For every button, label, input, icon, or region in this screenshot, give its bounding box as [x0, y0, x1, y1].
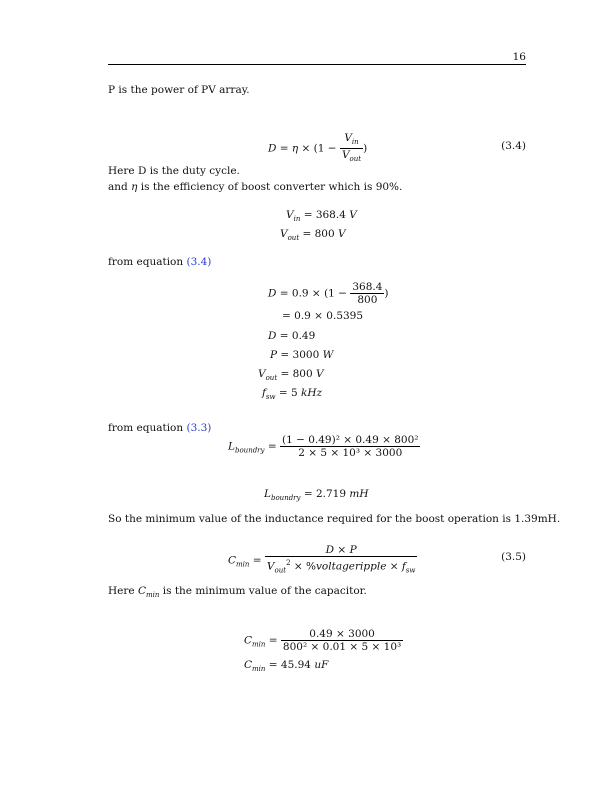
vout-equation: $V_{out} = 800$ V: [280, 228, 346, 243]
efficiency-sentence: and η is the efficiency of boost converter which is 90%.: [108, 181, 403, 193]
equation-number-3-5: (3.5): [501, 551, 526, 563]
vout-value: $V_{out} = 800$ V: [258, 368, 324, 383]
page-number: 16: [512, 51, 526, 63]
duty-sentence: Here D is the duty cycle.: [108, 165, 240, 177]
min-inductance-sentence: So the minimum value of the inductance required for the boost operation is 1.39mH.: [108, 513, 561, 525]
cmin-sentence: Here $C_{min}$ is the minimum value of the capacitor.: [108, 585, 367, 600]
duty-step-1: D = 0.9 × (1 − $\frac{368.4}{800}$ ): [268, 281, 389, 306]
switching-frequency: $f_{sw} = 5$ kHz: [262, 387, 323, 402]
inductance-boundary-result: $L_{boundry} = 2.719$ mH: [264, 488, 369, 503]
reference-link-3-4[interactable]: (3.4): [186, 256, 212, 268]
header-rule: [108, 64, 526, 65]
equation-3-4: D = η × (1 − $V_{in}$ $V_{out}$ ): [268, 132, 368, 164]
vin-equation: $V_{in} = 368.4$ V: [286, 209, 357, 224]
from-equation-3-3: from equation (3.3): [108, 422, 212, 434]
cmin-result: $C_{min} = 45.94$ uF: [244, 659, 329, 674]
reference-link-3-3[interactable]: (3.3): [186, 422, 212, 434]
from-equation-3-4: from equation (3.4): [108, 256, 212, 268]
power-value: P = 3000 W: [270, 349, 334, 361]
cmin-calculation: $C_{min}$ = $\frac{0.49 \times 3000}{\text{800² × 0.01 × 5 × 10³}}$: [244, 628, 402, 653]
duty-result: D = 0.49: [268, 330, 316, 342]
inductance-boundary-equation: $L_{boundry}$ = $\frac{\text{(1 − 0.49)² × 0.49 × 800²}}{\text{2 × 5 × 10³ × 3000}}$: [228, 434, 419, 459]
power-sentence: P is the power of PV array.: [108, 84, 250, 96]
equation-number-3-4: (3.4): [501, 140, 526, 152]
duty-step-2: = 0.9 × 0.5395: [282, 310, 364, 322]
equation-3-5: $C_{min}$ = D × P $V_{out}^2$ × %voltageripple × $f_{sw}$: [228, 544, 416, 575]
